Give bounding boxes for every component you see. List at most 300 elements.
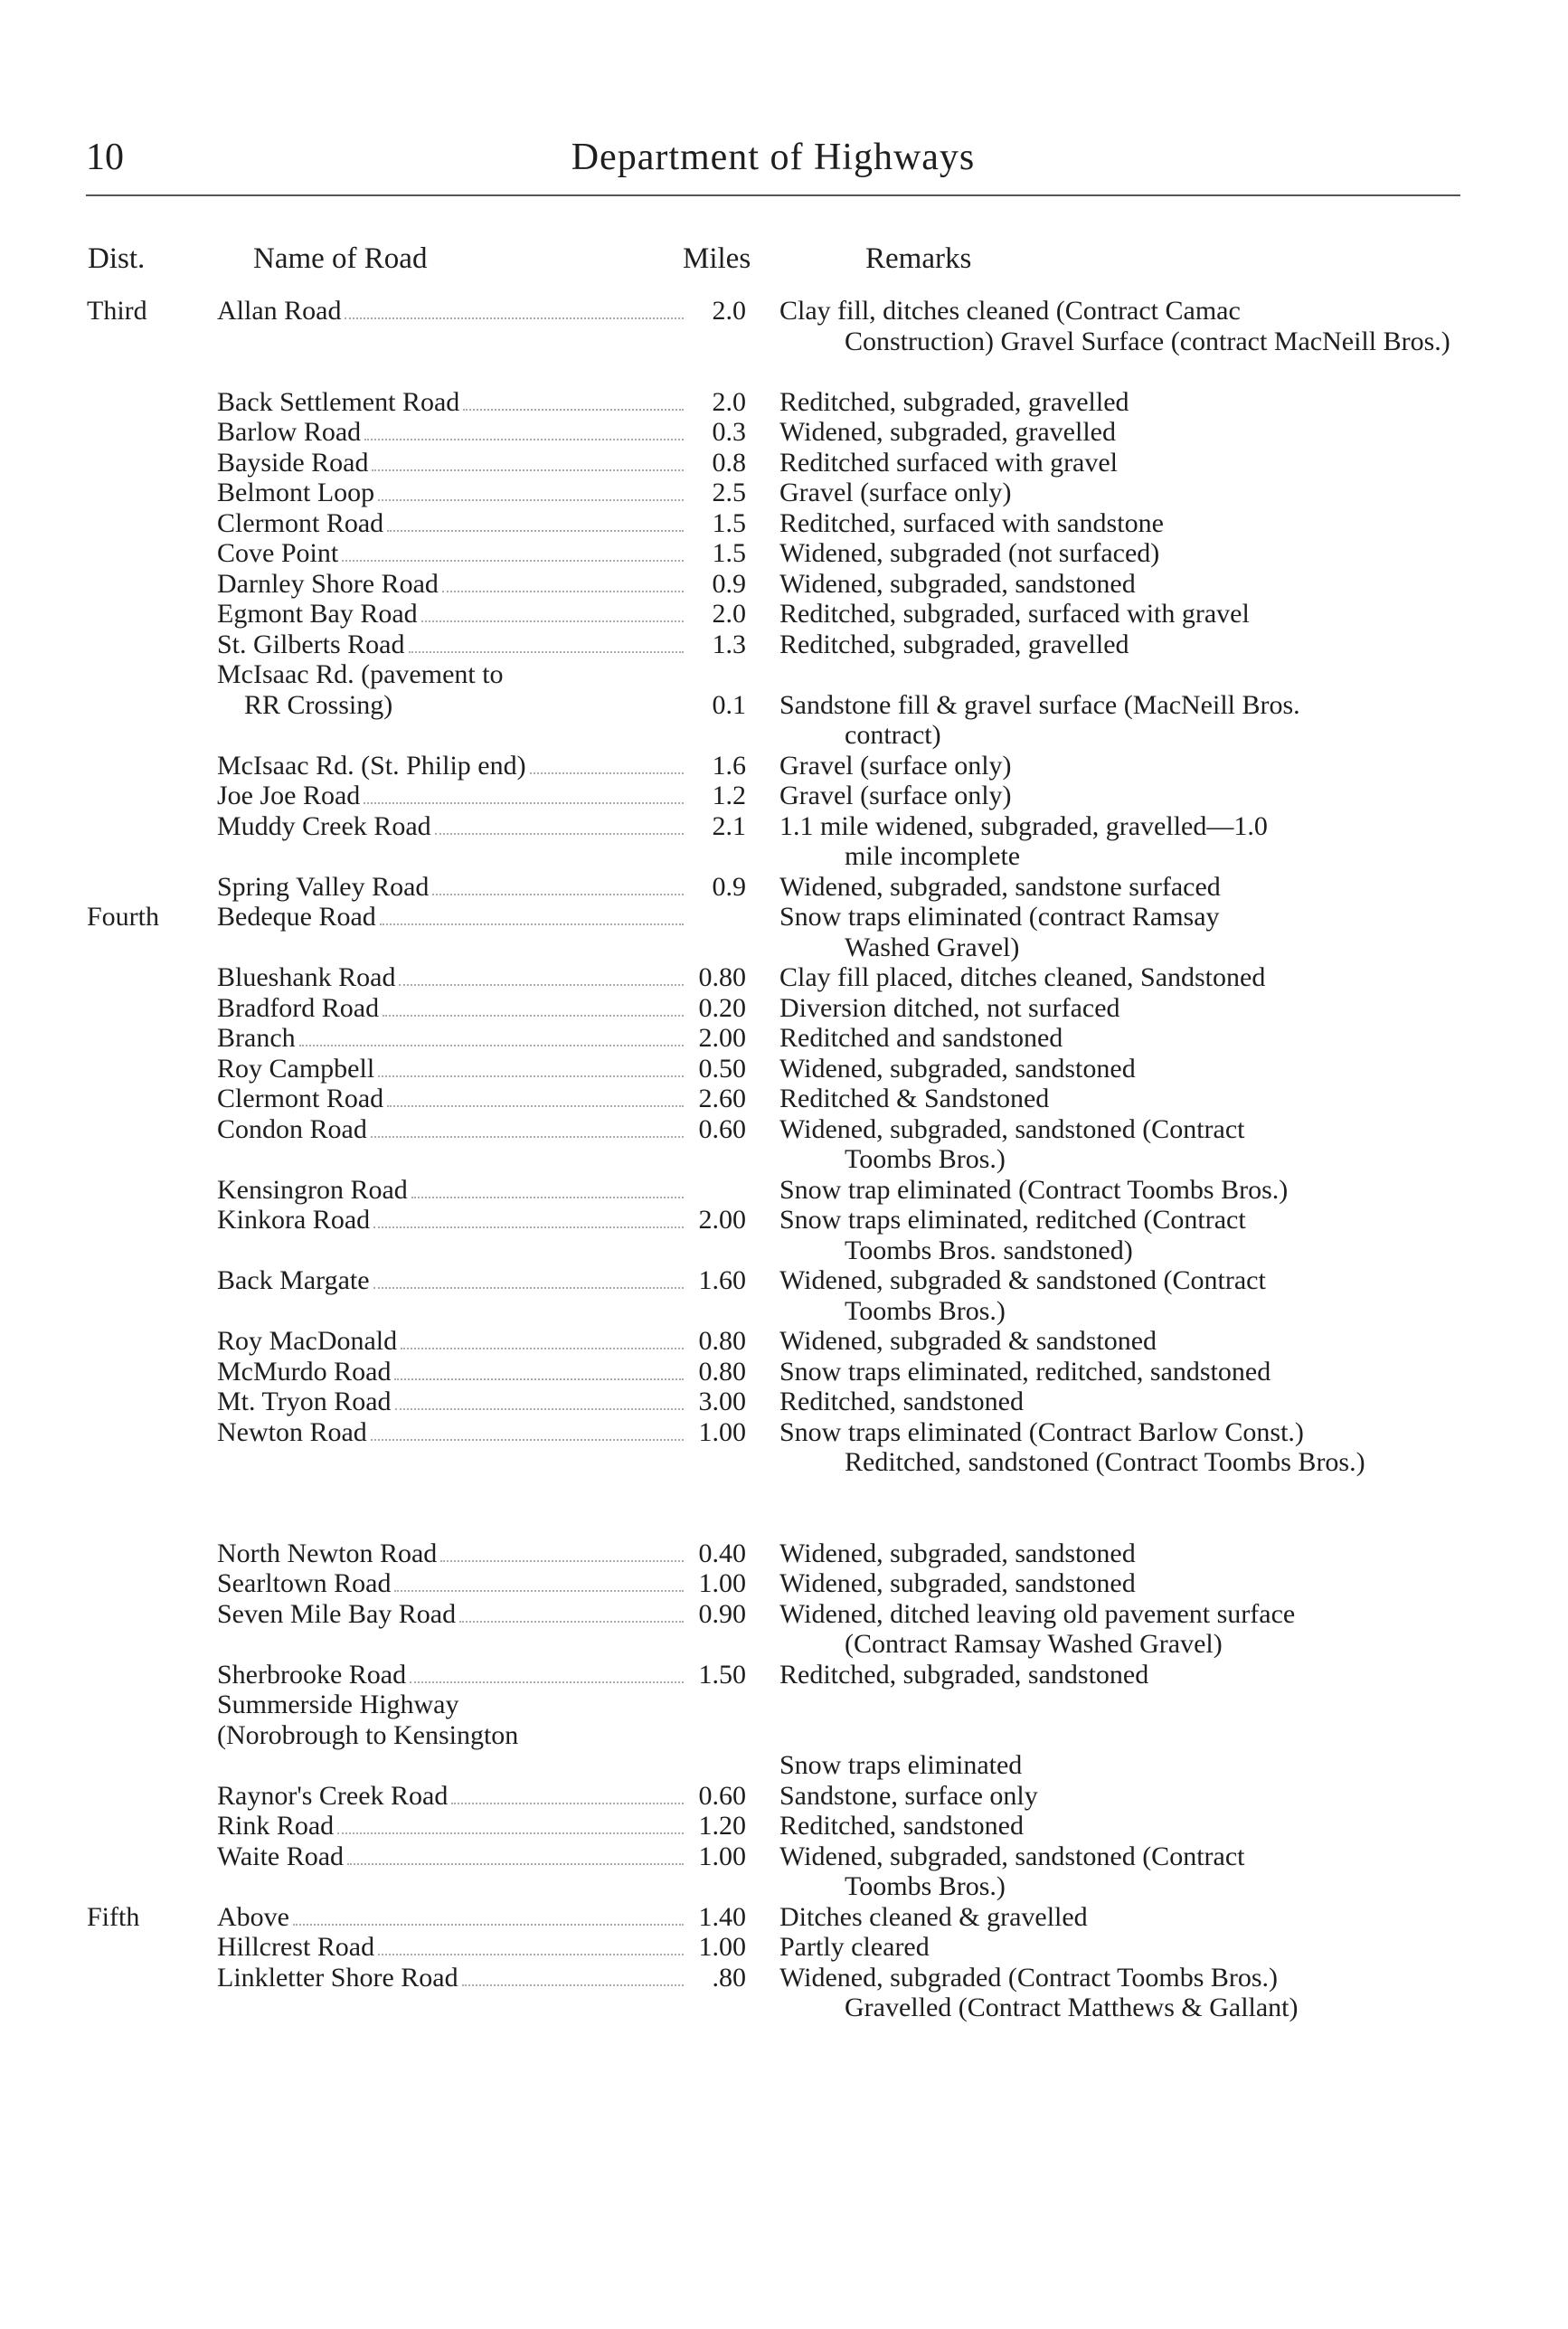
- table-row: [0, 1175, 1568, 1206]
- road-name-text: Cove Point: [217, 538, 339, 568]
- dot-leader: [373, 1287, 684, 1289]
- remarks-cell: [779, 781, 1458, 811]
- road-name-text: Seven Mile Bay Road: [217, 1598, 457, 1629]
- road-name-text: Allan Road: [217, 296, 342, 326]
- road-name-cell: [217, 1932, 687, 1963]
- table-row: [0, 1568, 1568, 1599]
- miles-cell: 0.40: [698, 1538, 746, 1568]
- remarks-continuation: Reditched, sandstoned (Contract Toombs Bros.): [845, 1447, 1365, 1477]
- remarks-line: Reditched, surfaced with sandstone: [779, 507, 1164, 538]
- page-header: [86, 136, 1460, 190]
- table-row: [0, 1357, 1568, 1387]
- remarks-line: 1.1 mile widened, subgraded, gravelled—1.0: [779, 810, 1268, 841]
- table-row: [0, 781, 1568, 811]
- remarks-cell: [779, 630, 1458, 660]
- road-name-cell: [217, 1568, 687, 1599]
- miles-cell: 2.5: [712, 478, 746, 507]
- dot-leader: [372, 469, 684, 471]
- dot-leader: [337, 1832, 684, 1834]
- miles-cell: 0.9: [712, 568, 746, 599]
- remarks-continuation: (Contract Ramsay Washed Gravel): [845, 1629, 1223, 1659]
- remarks-continuation: Toombs Bros. sandstoned): [845, 1235, 1133, 1265]
- remarks-continuation: Toombs Bros.): [845, 1144, 1006, 1174]
- remarks-line: Widened, ditched leaving old pavement surface: [779, 1598, 1296, 1629]
- miles-cell: 0.50: [698, 1053, 746, 1084]
- road-name-text: Clermont Road: [217, 1084, 384, 1113]
- remarks-line: Snow traps eliminated: [779, 1750, 1023, 1780]
- table-row: [0, 659, 1568, 751]
- remarks-line: Widened, subgraded, sandstoned: [779, 568, 1136, 599]
- remarks-line: Gravel (surface only): [779, 478, 1012, 507]
- remarks-line: Reditched surfaced with gravel: [779, 447, 1119, 478]
- remarks-line: Partly cleared: [779, 1932, 930, 1962]
- road-name-text: Barlow Road: [217, 417, 362, 447]
- road-name-text: Belmont Loop: [217, 478, 375, 507]
- road-name-cell: [217, 1084, 687, 1114]
- road-name-cell: [217, 417, 687, 448]
- dot-leader: [401, 1348, 684, 1349]
- column-header-dist: Dist.: [88, 242, 146, 275]
- remarks-cell: [779, 1841, 1458, 1902]
- dot-leader: [373, 1226, 684, 1228]
- remarks-line: Ditches cleaned & gravelled: [779, 1901, 1088, 1932]
- remarks-line: Widened, subgraded, gravelled: [779, 417, 1116, 447]
- dot-leader: [409, 651, 685, 653]
- miles-cell: 0.9: [712, 871, 746, 902]
- table-row: [0, 1114, 1568, 1175]
- dot-leader: [451, 1803, 684, 1804]
- table-row: [0, 1205, 1568, 1265]
- miles-cell: 1.60: [698, 1265, 746, 1295]
- road-name-cell: [217, 1781, 687, 1812]
- remarks-cell: [779, 1023, 1458, 1054]
- remarks-cell: [779, 417, 1458, 448]
- remarks-line: Widened, subgraded, sandstone surfaced: [779, 871, 1221, 902]
- table-row: [0, 1084, 1568, 1114]
- remarks-cell: [779, 1781, 1458, 1812]
- miles-cell: 1.40: [698, 1901, 746, 1932]
- miles-cell: 2.0: [712, 386, 746, 417]
- table-row: [0, 508, 1568, 539]
- road-name-text: Clermont Road: [217, 507, 384, 538]
- miles-cell: 1.00: [698, 1416, 746, 1447]
- remarks-cell: [779, 1538, 1458, 1569]
- dot-leader: [387, 1105, 684, 1107]
- remarks-line: Widened, subgraded, sandstoned: [779, 1053, 1136, 1084]
- table-row: [0, 448, 1568, 478]
- miles-cell: 1.50: [698, 1659, 746, 1690]
- road-name-text: Joe Joe Road: [217, 781, 361, 810]
- miles-cell: 0.90: [698, 1598, 746, 1629]
- road-name-cell: [217, 1690, 687, 1750]
- remarks-cell: [779, 872, 1458, 903]
- remarks-cell: [779, 478, 1458, 508]
- dot-leader: [394, 1590, 684, 1592]
- road-name-line: McIsaac Rd. (pavement to: [217, 659, 504, 689]
- miles-cell: 1.00: [698, 1841, 746, 1871]
- remarks-line: Reditched, sandstoned: [779, 1811, 1024, 1841]
- road-name-text: Raynor's Creek Road: [217, 1780, 449, 1811]
- column-header-name: Name of Road: [253, 242, 428, 275]
- dot-leader: [378, 499, 684, 501]
- table-row: [0, 811, 1568, 872]
- road-name-text: Blueshank Road: [217, 962, 396, 992]
- remarks-continuation: mile incomplete: [845, 841, 1021, 871]
- miles-cell: 0.60: [698, 1780, 746, 1811]
- road-name-cell: [217, 599, 687, 630]
- remarks-cell: [779, 1084, 1458, 1114]
- table-row: [0, 538, 1568, 569]
- remarks-line: Snow traps eliminated, reditched, sandstoned: [779, 1356, 1271, 1387]
- table-row: [0, 1265, 1568, 1326]
- remarks-line: Reditched, sandstoned: [779, 1387, 1024, 1416]
- remarks-line: Widened, subgraded, sandstoned (Contract: [779, 1113, 1245, 1144]
- remarks-cell: [779, 1175, 1458, 1206]
- miles-cell: 3.00: [698, 1387, 746, 1416]
- table-row: [0, 1660, 1568, 1690]
- table-row: [0, 1963, 1568, 2023]
- remarks-cell: [779, 1054, 1458, 1084]
- remarks-continuation: contract): [845, 720, 941, 750]
- remarks-line: Widened, subgraded, sandstoned: [779, 1538, 1136, 1568]
- remarks-line: Widened, subgraded & sandstoned: [779, 1326, 1157, 1356]
- remarks-line: Clay fill, ditches cleaned (Contract Camac: [779, 296, 1241, 326]
- road-name-text: Roy Campbell: [217, 1053, 375, 1084]
- dot-leader: [463, 409, 684, 411]
- remarks-line: Reditched, subgraded, surfaced with gravel: [779, 599, 1250, 629]
- miles-cell: 0.20: [698, 992, 746, 1023]
- remarks-line: Sandstone fill & gravel surface (MacNeill Bros.: [779, 689, 1300, 720]
- dot-leader: [435, 833, 684, 835]
- table-row: [0, 599, 1568, 630]
- road-name-text: Branch: [217, 1023, 296, 1053]
- dot-leader: [347, 1863, 684, 1865]
- road-name-continuation-text: RR Crossing): [244, 689, 393, 720]
- miles-cell: 1.20: [698, 1811, 746, 1841]
- road-name-text: Spring Valley Road: [217, 871, 430, 902]
- remarks-cell: [779, 1357, 1458, 1387]
- remarks-cell: [779, 1902, 1458, 1933]
- dot-leader: [394, 1378, 684, 1380]
- remarks-continuation: Toombs Bros.): [845, 1295, 1006, 1326]
- remarks-cell: [779, 1205, 1458, 1265]
- district-cell: Fifth: [87, 1901, 140, 1932]
- remarks-cell: [779, 599, 1458, 630]
- table-row: [0, 1781, 1568, 1812]
- road-name-cell: [217, 630, 687, 660]
- road-name-cell: [217, 296, 687, 327]
- remarks-cell: [779, 1417, 1458, 1478]
- dot-leader: [530, 772, 684, 774]
- remarks-continuation: Toombs Bros.): [845, 1871, 1006, 1901]
- remarks-cell: [779, 387, 1458, 418]
- dot-leader: [395, 1408, 684, 1410]
- road-name-text: Waite Road: [217, 1841, 345, 1871]
- remarks-line: Widened, subgraded (not surfaced): [779, 538, 1160, 568]
- remarks-line: Snow traps eliminated, reditched (Contract: [779, 1205, 1246, 1235]
- table-row: [0, 478, 1568, 508]
- road-name-cell: [217, 962, 687, 993]
- remarks-cell: [779, 1387, 1458, 1417]
- miles-cell: .80: [712, 1962, 746, 1993]
- remarks-line: Sandstone, surface only: [779, 1780, 1038, 1811]
- road-name-text: Back Margate: [217, 1265, 370, 1295]
- road-name-cell: [217, 1387, 687, 1417]
- road-name-cell: [217, 1538, 687, 1569]
- miles-cell: 1.5: [712, 507, 746, 538]
- remarks-line: Gravel (surface only): [779, 781, 1012, 810]
- table-row: [0, 1599, 1568, 1660]
- table-row: [0, 630, 1568, 660]
- dot-leader: [378, 1075, 684, 1077]
- remarks-line: Snow traps eliminated (contract Ramsay: [779, 902, 1220, 932]
- remarks-cell: [779, 902, 1458, 962]
- miles-cell: 1.5: [712, 538, 746, 568]
- remarks-line: Reditched, subgraded, sandstoned: [779, 1659, 1149, 1690]
- dot-leader: [345, 317, 684, 319]
- table-row: [0, 902, 1568, 962]
- table-row: [0, 872, 1568, 903]
- dot-leader: [371, 1439, 684, 1441]
- road-table: [0, 296, 1568, 2023]
- road-name-cell: [217, 1660, 687, 1690]
- road-name-text: Above: [217, 1901, 289, 1932]
- table-row: [0, 1841, 1568, 1902]
- road-name-text: Bedeque Road: [217, 902, 376, 932]
- remarks-cell: [779, 1265, 1458, 1326]
- table-row: [0, 1387, 1568, 1417]
- road-name-cell: [217, 1599, 687, 1630]
- table-row: [0, 1326, 1568, 1357]
- remarks-cell: [779, 1599, 1458, 1660]
- road-name-text: Linkletter Shore Road: [217, 1962, 458, 1993]
- miles-cell: 1.6: [712, 750, 746, 781]
- road-name-text: Roy MacDonald: [217, 1326, 398, 1356]
- road-name-text: McMurdo Road: [217, 1356, 392, 1387]
- page-title: Department of Highways: [571, 137, 976, 178]
- road-name-text: Back Settlement Road: [217, 386, 460, 417]
- road-name-cell: [217, 1326, 687, 1357]
- road-name-text: Rink Road: [217, 1811, 335, 1841]
- remarks-cell: [779, 1660, 1458, 1690]
- road-name-cell: [217, 1417, 687, 1448]
- remarks-cell: [779, 538, 1458, 569]
- remarks-line: Widened, subgraded (Contract Toombs Bros.): [779, 1962, 1279, 1993]
- road-name-cell: [217, 1175, 687, 1206]
- table-row: [0, 1538, 1568, 1569]
- remarks-line: Gravel (surface only): [779, 750, 1012, 781]
- miles-cell: 0.8: [712, 447, 746, 478]
- road-name-cell: [217, 1357, 687, 1387]
- dot-leader: [459, 1621, 684, 1623]
- table-row: [0, 417, 1568, 448]
- miles-cell: 0.1: [712, 689, 746, 720]
- road-name-cell: [217, 751, 687, 781]
- table-row: [0, 1023, 1568, 1054]
- column-header-miles: Miles: [683, 242, 751, 275]
- remarks-cell: [779, 751, 1458, 781]
- road-name-cell: [217, 478, 687, 508]
- remarks-line: Reditched, subgraded, gravelled: [779, 386, 1129, 417]
- road-name-cell: [217, 811, 687, 842]
- remarks-cell: [779, 1811, 1458, 1841]
- miles-cell: 1.3: [712, 629, 746, 659]
- table-row: [0, 387, 1568, 418]
- road-name-text: Kensingron Road: [217, 1174, 408, 1205]
- miles-cell: 1.2: [712, 781, 746, 810]
- remarks-cell: [779, 962, 1458, 993]
- page-number: 10: [86, 137, 124, 178]
- remarks-cell: [779, 993, 1458, 1024]
- miles-cell: 2.0: [712, 296, 746, 326]
- road-name-cell: [217, 538, 687, 569]
- road-name-cell: [217, 1023, 687, 1054]
- table-row: [0, 1902, 1568, 1933]
- table-row: [0, 1417, 1568, 1538]
- dot-leader: [299, 1045, 684, 1046]
- dot-leader: [293, 1924, 684, 1926]
- miles-cell: 0.80: [698, 962, 746, 992]
- dot-leader: [342, 560, 684, 562]
- table-row: [0, 1690, 1568, 1781]
- table-row: [0, 1054, 1568, 1084]
- dot-leader: [378, 1954, 684, 1955]
- remarks-line: Snow traps eliminated (Contract Barlow Const.): [779, 1416, 1304, 1447]
- road-name-line: Summerside Highway: [217, 1690, 459, 1719]
- road-name-cell: [217, 1963, 687, 1993]
- road-name-continuation-text: (Norobrough to Kensington: [217, 1719, 519, 1750]
- remarks-line: Reditched & Sandstoned: [779, 1084, 1050, 1113]
- remarks-cell: [779, 448, 1458, 478]
- road-name-text: Sherbrooke Road: [217, 1659, 407, 1690]
- dot-leader: [442, 591, 684, 592]
- miles-cell: 2.0: [712, 599, 746, 629]
- remarks-cell: [779, 508, 1458, 539]
- road-name-cell: [217, 569, 687, 600]
- dot-leader: [432, 894, 684, 895]
- remarks-line: Widened, subgraded & sandstoned (Contract: [779, 1265, 1266, 1295]
- table-row: [0, 1811, 1568, 1841]
- road-name-text: Muddy Creek Road: [217, 810, 431, 841]
- road-name-cell: [217, 993, 687, 1024]
- road-name-continuation: [217, 1720, 687, 1751]
- table-row: [0, 993, 1568, 1024]
- district-cell: Fourth: [87, 902, 160, 932]
- road-name-cell: [217, 781, 687, 811]
- remarks-cell: [779, 1114, 1458, 1175]
- road-name-text: McIsaac Rd. (St. Philip end): [217, 750, 526, 781]
- remarks-cell: [779, 811, 1458, 872]
- remarks-continuation: Washed Gravel): [845, 932, 1020, 962]
- miles-cell: 0.3: [712, 417, 746, 447]
- road-name-cell: [217, 1054, 687, 1084]
- header-rule: [86, 194, 1460, 196]
- table-row: [0, 751, 1568, 781]
- road-name-text: St. Gilberts Road: [217, 629, 405, 659]
- remarks-line: Reditched and sandstoned: [779, 1023, 1063, 1053]
- remarks-cell: [779, 569, 1458, 600]
- road-name-text: Bradford Road: [217, 992, 380, 1023]
- road-name-cell: [217, 1841, 687, 1872]
- dot-leader: [410, 1681, 684, 1683]
- road-name-text: Searltown Road: [217, 1568, 392, 1598]
- remarks-line: Diversion ditched, not surfaced: [779, 992, 1120, 1023]
- road-name-cell: [217, 448, 687, 478]
- dot-leader: [383, 1015, 684, 1017]
- road-name-text: Darnley Shore Road: [217, 568, 439, 599]
- miles-cell: 0.80: [698, 1326, 746, 1356]
- road-name-cell: [217, 1205, 687, 1236]
- table-row: [0, 569, 1568, 600]
- dot-leader: [462, 1984, 684, 1986]
- road-name-cell: [217, 1902, 687, 1933]
- road-name-text: Kinkora Road: [217, 1205, 371, 1235]
- road-name-text: Mt. Tryon Road: [217, 1387, 392, 1416]
- remarks-cell: [779, 690, 1458, 751]
- miles-cell: 0.60: [698, 1113, 746, 1144]
- road-name-cell: [217, 872, 687, 903]
- remarks-continuation: Construction) Gravel Surface (contract MacNeill Bros.): [845, 326, 1450, 356]
- road-name-cell: [217, 902, 687, 933]
- road-name-text: Bayside Road: [217, 447, 369, 478]
- road-name-continuation: [217, 690, 687, 721]
- road-name-cell: [217, 508, 687, 539]
- dot-leader: [387, 530, 684, 532]
- road-name-cell: [217, 1114, 687, 1145]
- miles-cell: 2.1: [712, 810, 746, 841]
- road-name-text: Newton Road: [217, 1416, 367, 1447]
- dot-leader: [371, 1136, 684, 1138]
- column-header-remarks: Remarks: [865, 242, 972, 275]
- district-cell: Third: [87, 296, 147, 326]
- remarks-line: Clay fill placed, ditches cleaned, Sandstoned: [779, 962, 1266, 992]
- miles-cell: 1.00: [698, 1932, 746, 1962]
- miles-cell: 2.00: [698, 1023, 746, 1053]
- road-name-text: Condon Road: [217, 1113, 367, 1144]
- dot-leader: [364, 439, 684, 440]
- remarks-cell: [779, 296, 1458, 356]
- dot-leader: [364, 802, 684, 804]
- road-name-cell: [217, 1265, 687, 1296]
- road-name-cell: [217, 1811, 687, 1841]
- miles-cell: 2.00: [698, 1205, 746, 1235]
- remarks-cell: [779, 1568, 1458, 1599]
- remarks-cell: [779, 1750, 1458, 1781]
- road-name-cell: [217, 659, 687, 720]
- miles-cell: 2.60: [698, 1084, 746, 1113]
- remarks-continuation: Gravelled (Contract Matthews & Gallant): [845, 1993, 1299, 2022]
- remarks-line: Widened, subgraded, sandstoned: [779, 1568, 1136, 1598]
- road-name-cell: [217, 387, 687, 418]
- remarks-line: Widened, subgraded, sandstoned (Contract: [779, 1841, 1245, 1871]
- remarks-cell: [779, 1963, 1458, 2023]
- road-name-text: Egmont Bay Road: [217, 599, 418, 629]
- remarks-line: Reditched, subgraded, gravelled: [779, 629, 1129, 659]
- miles-cell: 1.00: [698, 1568, 746, 1598]
- dot-leader: [421, 620, 684, 622]
- table-row: [0, 296, 1568, 387]
- table-row: [0, 1932, 1568, 1963]
- dot-leader: [411, 1197, 684, 1198]
- road-name-text: North Newton Road: [217, 1538, 438, 1568]
- remarks-line: Snow trap eliminated (Contract Toombs Bros.): [779, 1174, 1289, 1205]
- dot-leader: [380, 923, 684, 925]
- miles-cell: 0.80: [698, 1356, 746, 1387]
- table-row: [0, 962, 1568, 993]
- dot-leader: [399, 984, 684, 986]
- remarks-cell: [779, 1326, 1458, 1357]
- remarks-cell: [779, 1932, 1458, 1963]
